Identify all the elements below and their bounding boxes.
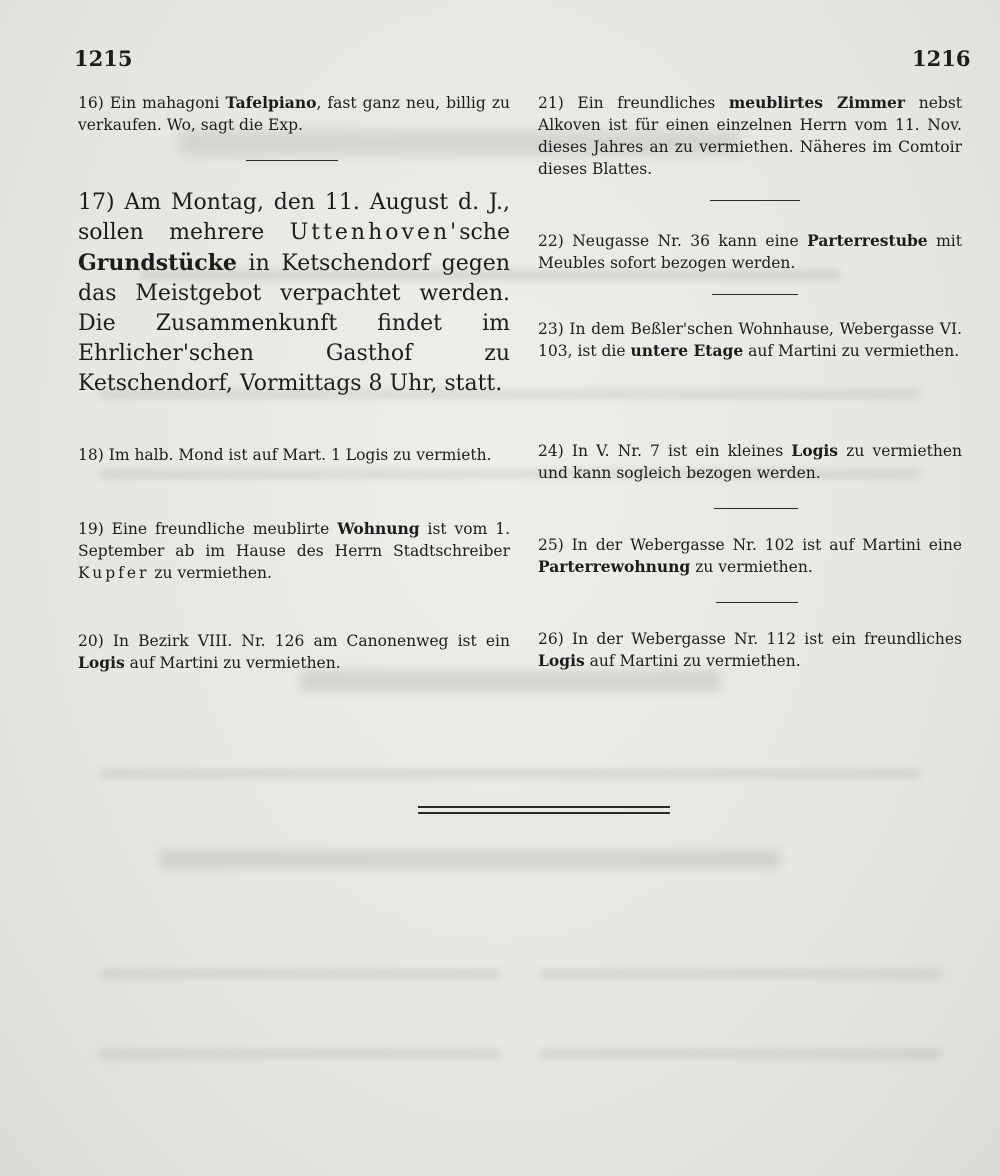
- ad-25-keyword: Parterrewohnung: [538, 557, 691, 576]
- closing-double-rule: [418, 812, 670, 814]
- ad-17: [78, 188, 510, 399]
- ad-22-keyword: Parterrestube: [807, 231, 928, 250]
- ad-18: [78, 444, 510, 466]
- ad-17-name: Uttenhoven': [289, 220, 460, 245]
- separator-rule: [712, 294, 798, 295]
- ad-19-name: Kupfer: [78, 564, 150, 582]
- ad-17-text-rest: in Ketschendorf gegen das Meistgebot verpachtet werden. Die Zusammenkunft findet im Ehrlicher'schen Gasthof zu Ketschendorf, Vormittags 8 Uhr, statt.: [78, 251, 510, 396]
- ad-26-keyword: Logis: [538, 651, 585, 670]
- ad-19-text-mid: ist vom 1. September ab im Hause des Herrn Stadtschreiber: [78, 520, 511, 560]
- page-number-left: 1215: [74, 46, 133, 71]
- ad-23-keyword: untere Etage: [630, 341, 744, 360]
- ad-24-text-rest: zu vermiethen und kann sogleich bezogen werden.: [538, 442, 962, 482]
- ad-20-text-rest: auf Martini zu vermiethen.: [124, 654, 341, 672]
- separator-rule: [246, 160, 338, 161]
- ad-26-text-rest: auf Martini zu vermiethen.: [584, 652, 801, 670]
- ad-23: [538, 318, 962, 362]
- ad-21-text: 21) Ein freundliches: [538, 94, 729, 112]
- ad-22-text-rest: mit Meubles sofort bezogen werden.: [538, 232, 962, 272]
- ad-20-text: 20) In Bezirk VIII. Nr. 126 am Canonenweg ist ein: [78, 632, 510, 650]
- ad-16-text-rest: , fast ganz neu, billig zu verkaufen. Wo, sagt die Exp.: [78, 94, 510, 134]
- ad-24-text: 24) In V. Nr. 7 ist ein kleines: [538, 442, 792, 460]
- ad-19: [78, 518, 510, 584]
- ad-19-text: 19) Eine freundliche meublirte: [78, 520, 338, 538]
- ad-23-text: 23) In dem Beßler'schen Wohnhause, Webergasse VI. 103, ist die: [538, 320, 962, 360]
- ad-21: [538, 92, 962, 180]
- separator-rule: [716, 602, 798, 603]
- ad-21-keyword: meublirtes Zimmer: [728, 93, 906, 112]
- ad-25-text-rest: zu vermiethen.: [690, 558, 813, 576]
- ad-17-text: 17) Am Montag, den 11. August d. J., sollen mehrere: [78, 190, 510, 245]
- ad-16-keyword: Tafelpiano: [225, 93, 317, 112]
- ad-22-text: 22) Neugasse Nr. 36 kann eine: [538, 232, 808, 250]
- separator-rule: [710, 200, 800, 201]
- ad-19-text-rest: zu vermiethen.: [149, 564, 272, 582]
- page-number-right: 1216: [912, 46, 971, 71]
- ad-26-text: 26) In der Webergasse Nr. 112 ist ein freundliches: [538, 630, 962, 648]
- ad-25-text: 25) In der Webergasse Nr. 102 ist auf Martini eine: [538, 536, 962, 554]
- ad-24: [538, 440, 962, 484]
- ad-23-text-rest: auf Martini zu vermiethen.: [743, 342, 960, 360]
- ad-18-text: 18) Im halb. Mond ist auf Mart. 1 Logis zu vermieth.: [78, 446, 492, 464]
- separator-rule: [714, 508, 798, 509]
- ad-20: [78, 630, 510, 674]
- ad-26: [538, 628, 962, 672]
- ad-24-keyword: Logis: [791, 441, 839, 460]
- ad-17-text-mid: sche: [459, 220, 510, 245]
- ad-25: [538, 534, 962, 578]
- ad-17-keyword: Grundstücke: [78, 250, 237, 276]
- ad-19-keyword: Wohnung: [337, 519, 420, 538]
- ad-21-text-rest: nebst Alkoven ist für einen einzelnen Herrn vom 11. Nov. dieses Jahres an zu vermiethen. Näheres im Comtoir dieses Blattes.: [538, 94, 962, 178]
- ad-16: [78, 92, 510, 136]
- ad-16-text: 16) Ein mahagoni: [78, 94, 226, 112]
- ad-20-keyword: Logis: [78, 653, 125, 672]
- closing-double-rule: [418, 806, 670, 808]
- ad-22: [538, 230, 962, 274]
